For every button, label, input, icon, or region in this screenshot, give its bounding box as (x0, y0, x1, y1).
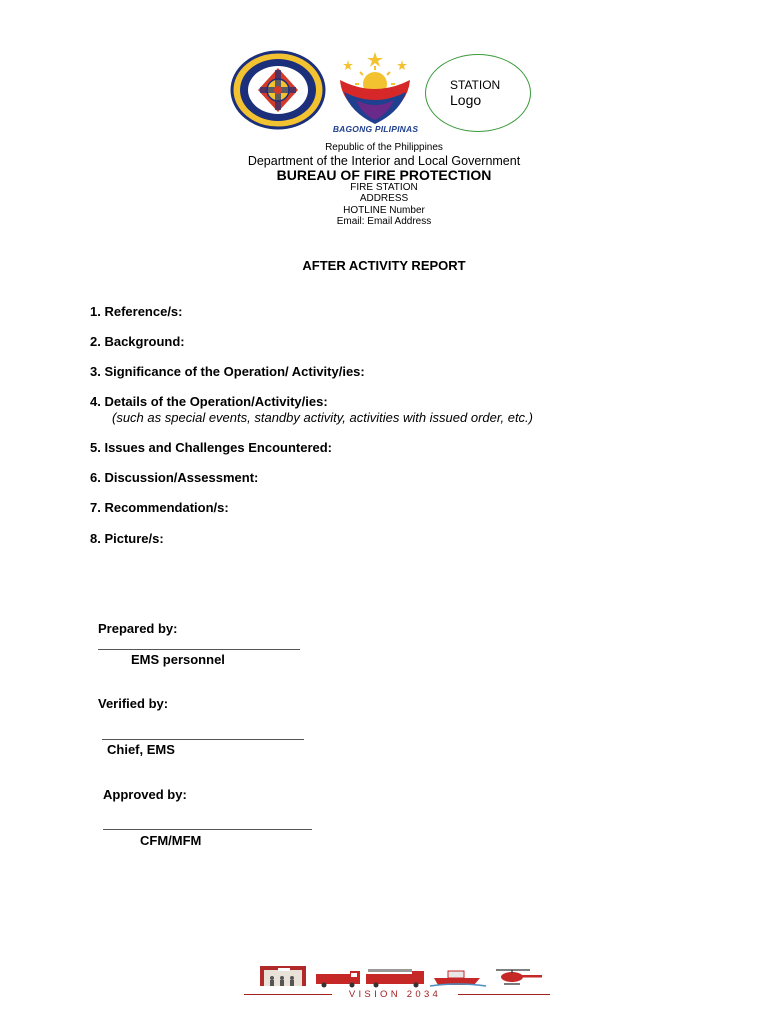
item-references: 1. Reference/s: (90, 304, 183, 319)
item-details-note: (such as special events, standby activity, activities with issued order, etc.) (112, 410, 533, 425)
prepared-by-name: EMS personnel (131, 652, 225, 667)
item-significance: 3. Significance of the Operation/ Activity/ies: (90, 364, 365, 379)
station-logo-label: STATION (450, 78, 501, 92)
prepared-by-label: Prepared by: (98, 621, 178, 636)
item-background: 2. Background: (90, 334, 185, 349)
footer-rule-left (244, 994, 332, 995)
document-title: AFTER ACTIVITY REPORT (302, 258, 466, 273)
station-logo-sublabel: Logo (450, 92, 482, 108)
item-discussion: 6. Discussion/Assessment: (90, 470, 259, 485)
item-details: 4. Details of the Operation/Activity/ies: (90, 394, 328, 409)
item-pictures: 8. Picture/s: (90, 531, 164, 546)
verified-by-label: Verified by: (98, 696, 169, 711)
bagong-pilipinas-logo-icon (330, 50, 420, 134)
item-issues: 5. Issues and Challenges Encountered: (90, 440, 333, 455)
footer-vision-text: VISION 2034 (348, 989, 442, 1000)
prepared-signature-line (98, 649, 300, 650)
bagong-pilipinas-text: BAGONG PILIPINAS (332, 124, 419, 134)
verified-by-name: Chief, EMS (107, 742, 175, 757)
vision-2034-vehicles-icon (258, 962, 548, 988)
item-recommendations: 7. Recommendation/s: (90, 500, 229, 515)
approved-by-name: CFM/MFM (140, 833, 202, 848)
footer-rule-right (458, 994, 550, 995)
bureau-line: BUREAU OF FIRE PROTECTION (276, 167, 492, 183)
email-line: Email: Email Address (336, 216, 432, 227)
verified-signature-line (102, 739, 304, 740)
approved-signature-line (103, 829, 312, 830)
bfp-seal-icon (228, 50, 328, 130)
approved-by-label: Approved by: (103, 787, 187, 802)
address-line: ADDRESS (359, 193, 409, 204)
fire-station-line: FIRE STATION (350, 182, 418, 193)
hotline-line: HOTLINE Number (343, 205, 425, 216)
republic-line: Republic of the Philippines (325, 142, 443, 153)
department-line: Department of the Interior and Local Government (247, 154, 521, 168)
